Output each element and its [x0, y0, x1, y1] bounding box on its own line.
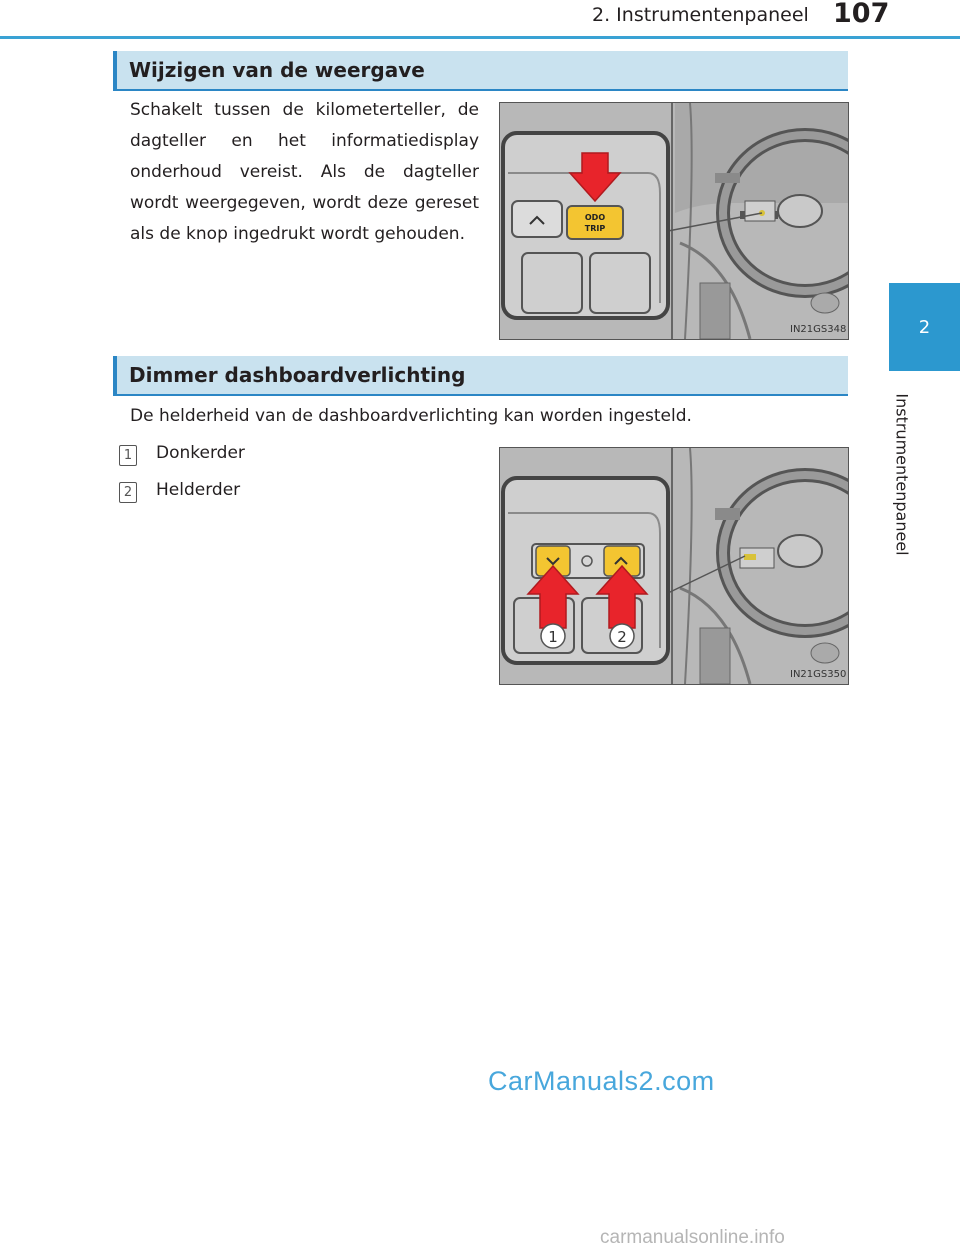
section-accent	[113, 356, 117, 394]
page-number: 107	[833, 0, 890, 29]
watermark-logo: CarManuals2.com	[488, 1066, 715, 1096]
callout-2: 2	[617, 628, 627, 646]
section-body-text: Schakelt tussen de kilometerteller, de dagteller en het informatiedisplay onderhoud vereist. Als de dagteller wordt weergegeven, wordt deze gereset als de knop ingedrukt wordt gehouden.	[130, 100, 479, 244]
section-accent	[113, 51, 117, 89]
section-heading: Wijzigen van de weergave	[129, 58, 425, 82]
item-number-badge: 1	[119, 445, 137, 466]
chapter-tab	[889, 283, 960, 371]
item-label: Helderder	[156, 480, 241, 500]
odo-label: ODO	[584, 213, 606, 222]
site-watermark: carmanualsonline.info	[600, 1227, 785, 1248]
header-rule	[0, 36, 960, 39]
figure-code: IN21GS348	[790, 324, 847, 335]
section-heading-bar	[113, 356, 848, 396]
item-label: Donkerder	[156, 443, 245, 463]
section-body-text: De helderheid van de dashboardverlichting kan worden ingesteld.	[130, 406, 692, 426]
chapter-label-text: Instrumentenpaneel	[892, 393, 912, 556]
figure-code: IN21GS350	[790, 669, 847, 680]
chapter-number: 2	[918, 317, 931, 338]
callout-1: 1	[548, 628, 558, 646]
trip-label: TRIP	[584, 224, 606, 233]
dimmer-illustration	[500, 448, 848, 684]
section-heading-bar	[113, 51, 848, 91]
odo-trip-illustration	[500, 103, 848, 339]
item-number-badge: 2	[119, 482, 137, 503]
chapter-side-label	[878, 388, 926, 566]
running-header-title: 2. Instrumentenpaneel	[592, 4, 809, 26]
odo-trip-figure	[499, 102, 849, 340]
section-heading: Dimmer dashboardverlichting	[129, 363, 466, 387]
dimmer-figure	[499, 447, 849, 685]
